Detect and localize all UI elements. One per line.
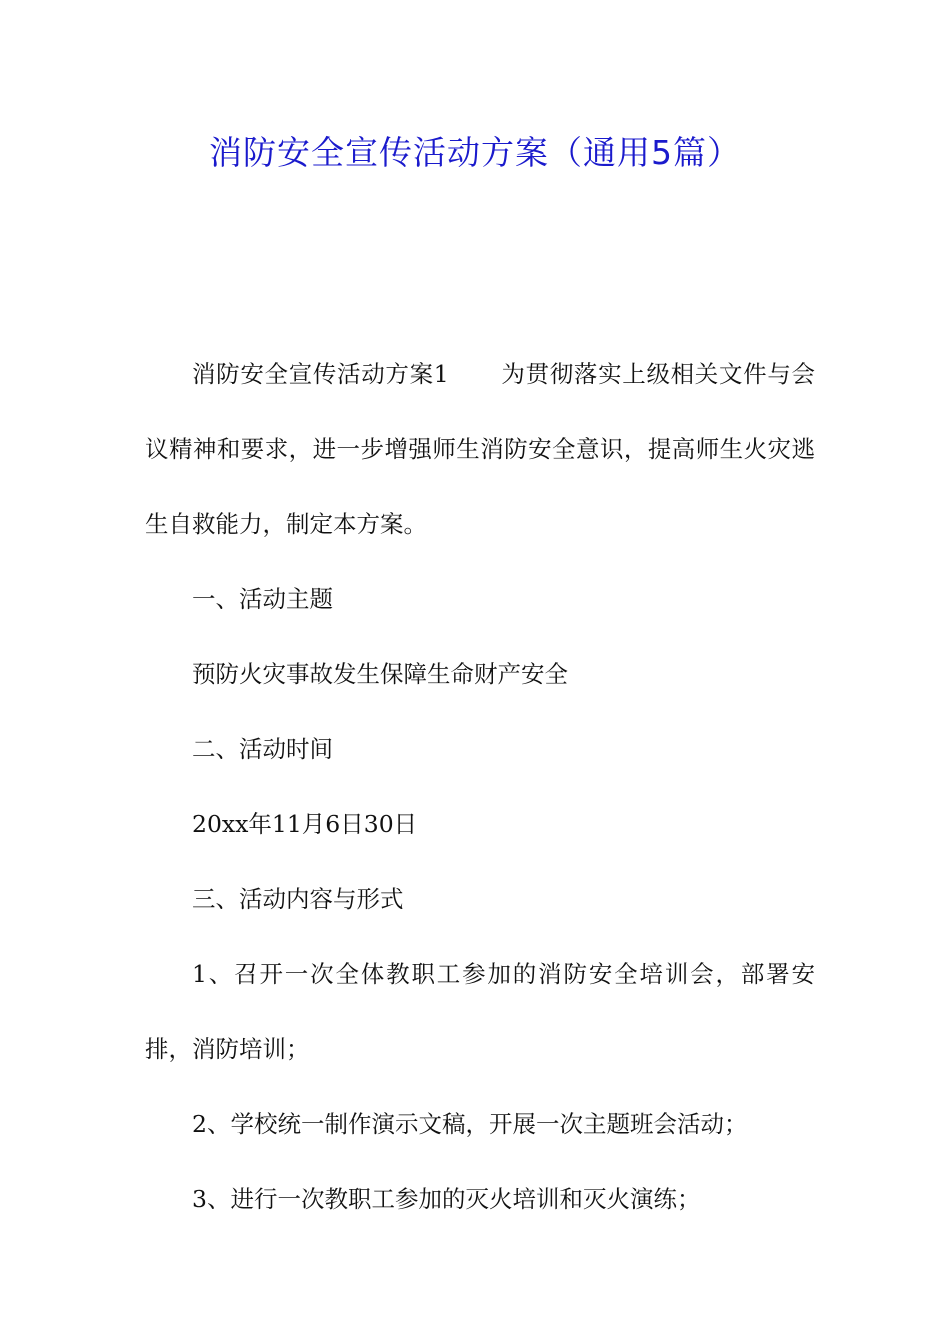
content-item-3: 3、进行一次教职工参加的灭火培训和灭火演练； bbox=[192, 1185, 701, 1213]
section-heading: 消防安全宣传活动方案1 bbox=[192, 360, 449, 388]
document-body bbox=[145, 337, 815, 1237]
intro-text: 为贯彻落实上级相关文件与会议精神和要求，进一步增强师生消防安全意识，提高师生火灾逃生自救能力，制定本方案。 bbox=[145, 360, 816, 538]
content-item-2: 2、学校统一制作演示文稿，开展一次主题班会活动； bbox=[192, 1110, 748, 1138]
heading-activity-time: 二、活动时间 bbox=[192, 735, 333, 763]
intro-paragraph bbox=[145, 337, 815, 562]
activity-theme-text: 预防火灾事故发生保障生命财产安全 bbox=[192, 660, 568, 688]
heading-activity-theme: 一、活动主题 bbox=[192, 585, 333, 613]
document-title: 消防安全宣传活动方案（通用5篇） bbox=[209, 133, 741, 172]
heading-activity-content: 三、活动内容与形式 bbox=[192, 885, 404, 913]
activity-time-text: 20xx年11月6日30日 bbox=[192, 810, 418, 838]
content-item-1: 1、召开一次全体教职工参加的消防安全培训会，部署安排，消防培训； bbox=[145, 960, 815, 1063]
